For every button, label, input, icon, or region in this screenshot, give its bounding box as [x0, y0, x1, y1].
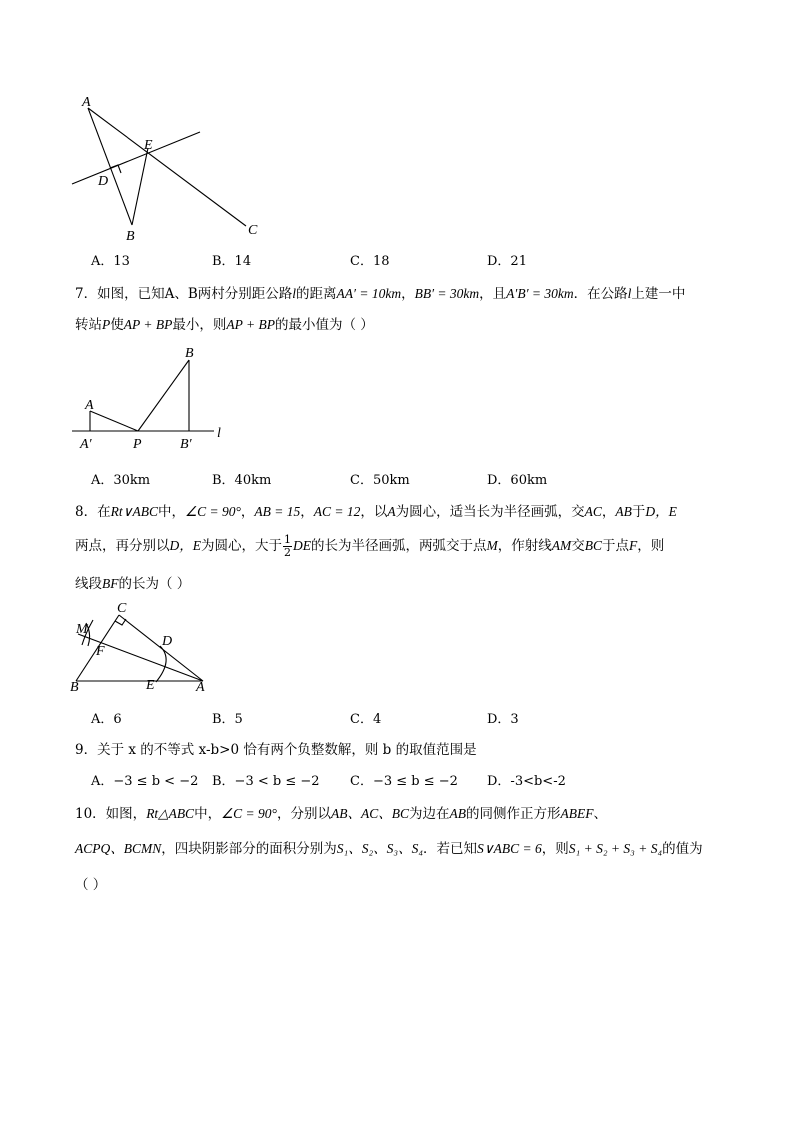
- q10-stem-line2: ACPQ、BCMN，四块阴影部分的面积分别为S₁、S₂、S₃、S₄．若已知S∨ABC = 6，则S₁ + S₂ + S₃ + S₄的值为: [75, 841, 703, 857]
- q8-option-c[interactable]: C．4: [350, 712, 382, 727]
- q8-stem-line2: 两点，再分别以D，E为圆心，大于 $\frac{1}{2}$ DE的长为半径画弧，两弧交于点M，作射线AM交BC于点F，则: [75, 533, 665, 559]
- q7-option-c[interactable]: C．50km: [350, 473, 410, 488]
- q6-option-d[interactable]: D．21: [487, 254, 527, 269]
- label-b-prime: B′: [180, 437, 192, 452]
- label-e: E: [146, 678, 155, 693]
- label-d: D: [98, 174, 109, 189]
- label-b: B: [70, 680, 79, 693]
- q7-stem-line1: 7．如图，已知A、B两村分别距公路l的距离AA′ = 10km，BB′ = 30km，且A′B′ = 30km．在公路l上建一中: [75, 286, 686, 302]
- label-e: E: [144, 138, 153, 153]
- q9-option-c[interactable]: C．−3 ≤ b ≤ −2: [350, 774, 458, 789]
- label-p: P: [133, 437, 142, 452]
- figure-q7: [68, 340, 238, 455]
- perpendicular-bisector: [72, 132, 200, 184]
- q6-option-c[interactable]: C．18: [350, 254, 390, 269]
- q6-option-b[interactable]: B．14: [212, 254, 252, 269]
- line-b-e: [132, 148, 148, 225]
- line-a-b: [88, 108, 132, 225]
- q7-option-d[interactable]: D．60km: [487, 473, 548, 488]
- q7-option-b[interactable]: B．40km: [212, 473, 272, 488]
- q8-option-a[interactable]: A．6: [91, 712, 122, 727]
- q9-option-a[interactable]: A．−3 ≤ b < −2: [91, 774, 199, 789]
- label-a: A: [85, 398, 94, 413]
- q8-stem-line1: 8．在Rt∨ABC中，∠C = 90°，AB = 15，AC = 12，以A为圆心，适当长为半径画弧，交AC，AB于D，E: [75, 504, 677, 520]
- label-a: A: [82, 95, 91, 110]
- q8-option-b[interactable]: B．5: [212, 712, 243, 727]
- q10-stem-line1: 10．如图，Rt△ABC中，∠C = 90°，分别以AB、AC、BC为边在AB的同侧作正方形ABEF、: [75, 806, 607, 822]
- q6-option-a[interactable]: A．13: [91, 254, 130, 269]
- label-b: B: [185, 346, 194, 361]
- figure-q8: [66, 598, 216, 693]
- q9-option-d[interactable]: D．-3<b<-2: [487, 774, 566, 789]
- label-c: C: [117, 601, 127, 616]
- label-m: M: [76, 622, 88, 637]
- label-a: A: [196, 680, 205, 693]
- q9-option-b[interactable]: B．−3 < b ≤ −2: [212, 774, 320, 789]
- label-d: D: [162, 634, 173, 649]
- segment-p-b: [138, 360, 189, 431]
- fraction-one-half: $\frac{1}{2}$: [284, 533, 291, 559]
- q7-option-a[interactable]: A．30km: [91, 473, 151, 488]
- label-f: F: [96, 644, 105, 659]
- label-a-prime: A′: [80, 437, 92, 452]
- label-l: l: [217, 426, 221, 441]
- label-c: C: [248, 223, 258, 238]
- figure-q6: [60, 88, 280, 248]
- q7-stem-line2: 转站P使AP + BP最小，则AP + BP的最小值为（ ）: [75, 317, 374, 333]
- segment-a-p: [90, 411, 138, 431]
- q10-stem-line3: （ ）: [75, 877, 107, 893]
- q8-stem-line3: 线段BF的长为（ ）: [75, 576, 191, 592]
- label-b: B: [126, 229, 135, 244]
- segment-c-a: [119, 615, 203, 681]
- q9-stem: 9．关于 x 的不等式 x-b>0 恰有两个负整数解，则 b 的取值范围是: [75, 742, 477, 758]
- q8-option-d[interactable]: D．3: [487, 712, 519, 727]
